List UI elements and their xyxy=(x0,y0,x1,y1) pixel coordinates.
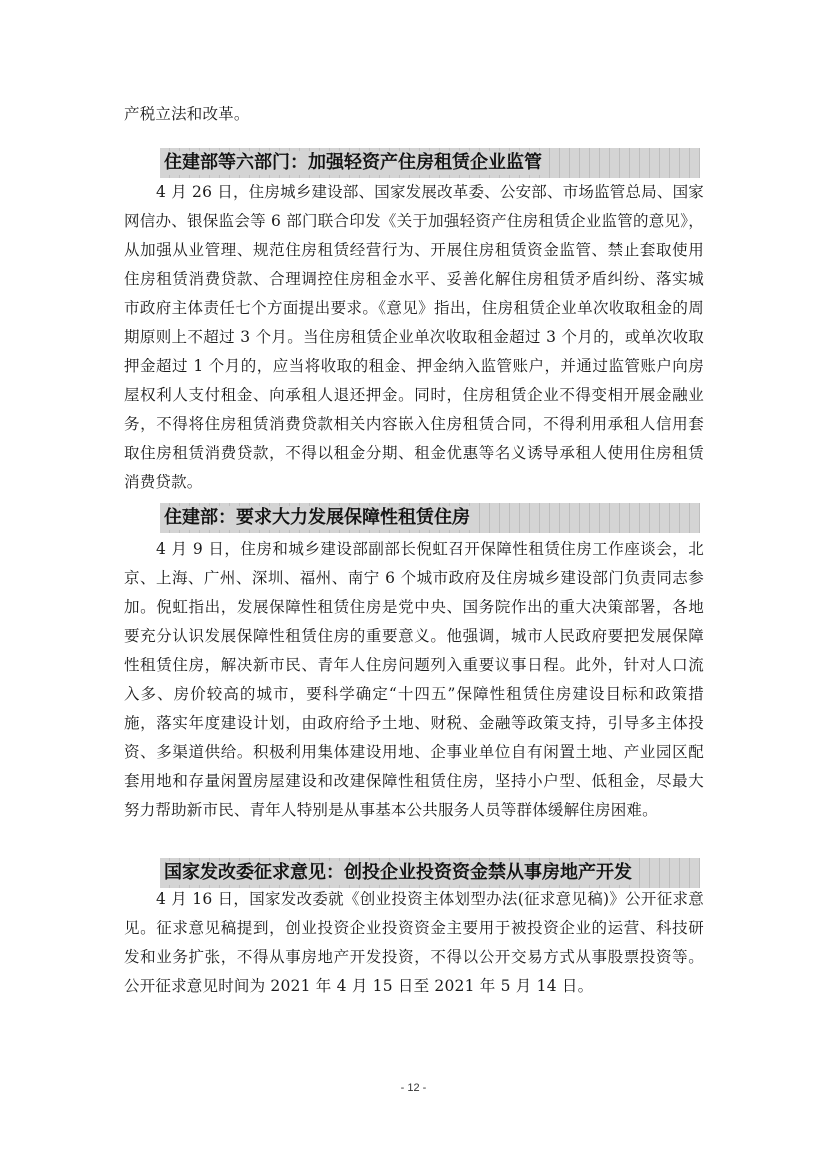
section-body-affordable-rental-housing: 4 月 9 日，住房和城乡建设部副部长倪虹召开保障性租赁住房工作座谈会，北京、上海、广州、深圳、福州、南宁 6 个城市政府及住房城乡建设部门负责同志参加。倪虹指出，发展保障性租赁住房是党中央、国务院作出的重大决策部署，各地要充分认识发展保障性租赁住房的重要意义。他强调，城市人民政府要把发展保障性租赁住房，解决新市民、青年人住房问题列入重要议事日程。此外，针对人口流入多、房价较高的城市，要科学确定“十四五”保障性租赁住房建设目标和政策措施，落实年度建设计划，由政府给予土地、财税、金融等政策支持，引导多主体投资、多渠道供给。积极利用集体建设用地、企事业单位自有闲置土地、产业园区配套用地和存量闲置房屋建设和改建保障性租赁住房，坚持小户型、低租金，尽最大努力帮助新市民、青年人特别是从事基本公共服务人员等群体缓解住房困难。 xyxy=(124,540,704,819)
section-body-venture-capital-restriction: 4 月 16 日，国家发改委就《创业投资主体划型办法(征求意见稿)》公开征求意见。征求意见稿提到，创业投资企业投资资金主要用于被投资企业的运营、科技研发和业务扩张，不得从事房地产开发投资，不得以公开交易方式从事股票投资等。公开征求意见时间为 2021 年 4 月 15 日至 2021 年 5 月 14 日。 xyxy=(124,890,704,995)
page-number: - 12 - xyxy=(400,1082,427,1094)
section-heading-affordable-rental-housing xyxy=(160,503,700,533)
section-title: 国家发改委征求意见：创投企业投资资金禁从事房地产开发 xyxy=(164,861,638,885)
section-title: 住建部等六部门：加强轻资产住房租赁企业监管 xyxy=(164,151,548,175)
intro-paragraph: 产税立法和改革。 xyxy=(124,105,250,123)
section-heading-rental-enterprise-supervision xyxy=(160,148,700,178)
section-title: 住建部：要求大力发展保障性租赁住房 xyxy=(164,506,476,530)
section-body-rental-enterprise-supervision: 4 月 26 日，住房城乡建设部、国家发展改革委、公安部、市场监管总局、国家网信办、银保监会等 6 部门联合印发《关于加强轻资产住房租赁企业监管的意见》，从加强从业管理、规范住房租赁经营行为、开展住房租赁资金监管、禁止套取使用住房租赁消费贷款、合理调控住房租金水平、妥善化解住房租赁矛盾纠纷、落实城市政府主体责任七个方面提出要求。《意见》指出，住房租赁企业单次收取租金的周期原则上不超过 3 个月。当住房租赁企业单次收取租金超过 3 个月的，或单次收取押金超过 1 个月的，应当将收取的租金、押金纳入监管账户，并通过监管账户向房屋权利人支付租金、向承租人退还押金。同时，住房租赁企业不得变相开展金融业务，不得将住房租赁消费贷款相关内容嵌入住房租赁合同，不得利用承租人信用套取住房租赁消费贷款，不得以租金分期、租金优惠等名义诱导承租人使用住房租赁消费贷款。 xyxy=(124,183,704,491)
section-heading-venture-capital-restriction xyxy=(160,858,700,888)
